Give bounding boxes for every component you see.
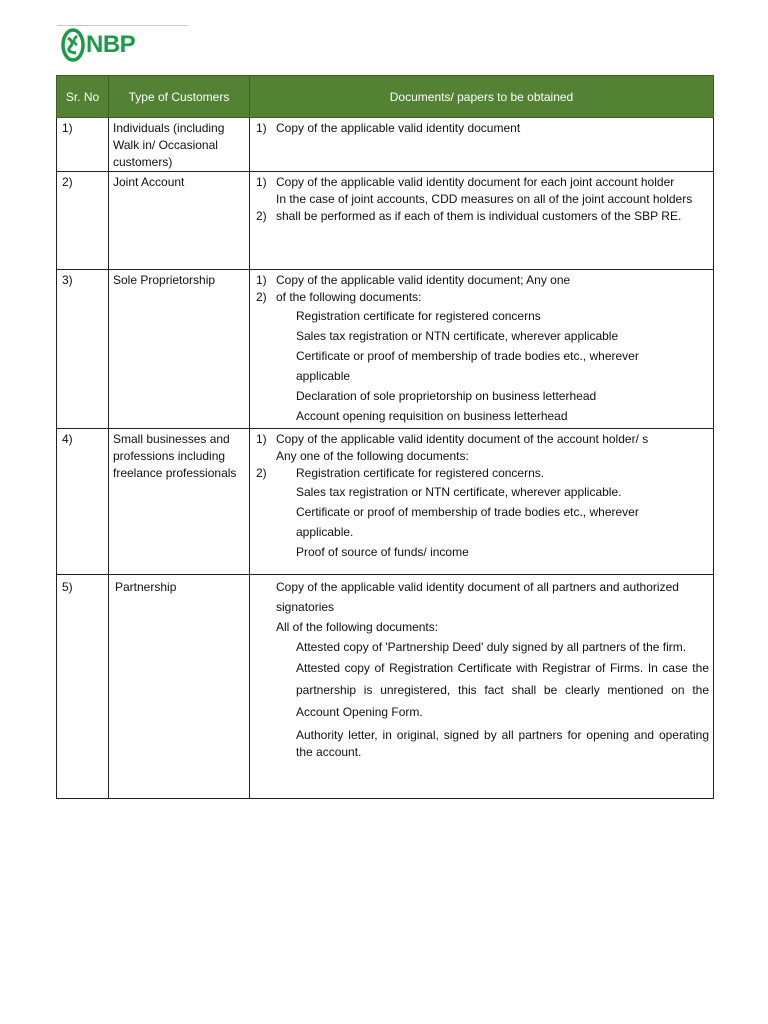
sr-cell: 1) bbox=[57, 118, 109, 172]
doc-item: All of the following documents: bbox=[276, 620, 439, 634]
sub-item: Attested copy of Registration Certificate with Registrar of Firms. In case the partnership is unregistered, this fact shall be clearly mentioned on the Account Opening Form. bbox=[296, 661, 709, 719]
sub-item: Sales tax registration or NTN certificate, wherever applicable bbox=[296, 329, 619, 343]
doc-item: 1) Copy of the applicable valid identity document; Any one bbox=[256, 273, 571, 287]
doc-item: Any one of the following documents: bbox=[276, 449, 469, 463]
doc-item: 2) In the case of joint accounts, CDD measures on all of the joint account holders shall be performed as if each of them is individual customers of the SBP RE. bbox=[256, 192, 693, 223]
customer-type-cell: Small businesses and professions including freelance professionals bbox=[109, 429, 250, 575]
sub-item: Certificate or proof of membership of trade bodies etc., wherever applicable bbox=[296, 349, 639, 383]
table-row bbox=[57, 118, 714, 172]
column-header-documents: Documents/ papers to be obtained bbox=[250, 76, 714, 118]
column-header-sr-no: Sr. No bbox=[57, 76, 109, 118]
documents-table bbox=[56, 75, 714, 799]
sr-cell: 2) bbox=[57, 172, 109, 270]
customer-type-cell: Individuals (including Walk in/ Occasional customers) bbox=[109, 118, 250, 172]
doc-item: Copy of the applicable valid identity document of all partners and authorized signatories bbox=[276, 580, 679, 614]
sub-item: Proof of source of funds/ income bbox=[296, 545, 469, 559]
doc-item: 1) Copy of the applicable valid identity document of the account holder/ s bbox=[256, 432, 649, 446]
customer-type-cell: Sole Proprietorship bbox=[109, 270, 250, 429]
sr-cell: 4) bbox=[57, 429, 109, 575]
column-header-type: Type of Customers bbox=[109, 76, 250, 118]
doc-item: 1) Copy of the applicable valid identity document bbox=[256, 121, 521, 135]
doc-item: 2) of the following documents: bbox=[256, 290, 422, 304]
table-row bbox=[57, 429, 714, 575]
documents-cell bbox=[250, 270, 714, 429]
table-row bbox=[57, 575, 714, 799]
table-row bbox=[57, 172, 714, 270]
documents-cell bbox=[250, 172, 714, 270]
sub-item: Declaration of sole proprietorship on business letterhead bbox=[296, 389, 597, 403]
logo-text: NBP bbox=[86, 31, 136, 58]
documents-cell bbox=[250, 429, 714, 575]
doc-item: 2) Registration certificate for registered concerns. bbox=[256, 465, 709, 482]
sub-item: Attested copy of 'Partnership Deed' duly signed by all partners of the firm. bbox=[296, 640, 687, 654]
table-row bbox=[57, 270, 714, 429]
documents-cell bbox=[250, 575, 714, 799]
nbp-emblem-icon bbox=[61, 28, 85, 62]
sub-item: Account opening requisition on business letterhead bbox=[296, 409, 568, 423]
sub-item: Sales tax registration or NTN certificate, wherever applicable. bbox=[296, 485, 622, 499]
header-rule bbox=[57, 25, 188, 26]
customer-type-cell: Partnership bbox=[109, 575, 250, 799]
doc-item: 1) Copy of the applicable valid identity document for each joint account holder bbox=[256, 175, 675, 189]
sub-item: Authority letter, in original, signed by all partners for opening and operating the account. bbox=[296, 728, 709, 759]
sub-item: Registration certificate for registered concerns bbox=[296, 309, 541, 323]
sub-item: Certificate or proof of membership of trade bodies etc., wherever applicable. bbox=[296, 505, 639, 539]
table-header-row bbox=[57, 76, 714, 118]
nbp-logo bbox=[61, 28, 135, 62]
sub-item: Registration certificate for registered concerns. bbox=[296, 466, 545, 480]
documents-cell bbox=[250, 118, 714, 172]
sr-cell: 3) bbox=[57, 270, 109, 429]
customer-type-cell: Joint Account bbox=[109, 172, 250, 270]
sr-cell: 5) bbox=[57, 575, 109, 799]
